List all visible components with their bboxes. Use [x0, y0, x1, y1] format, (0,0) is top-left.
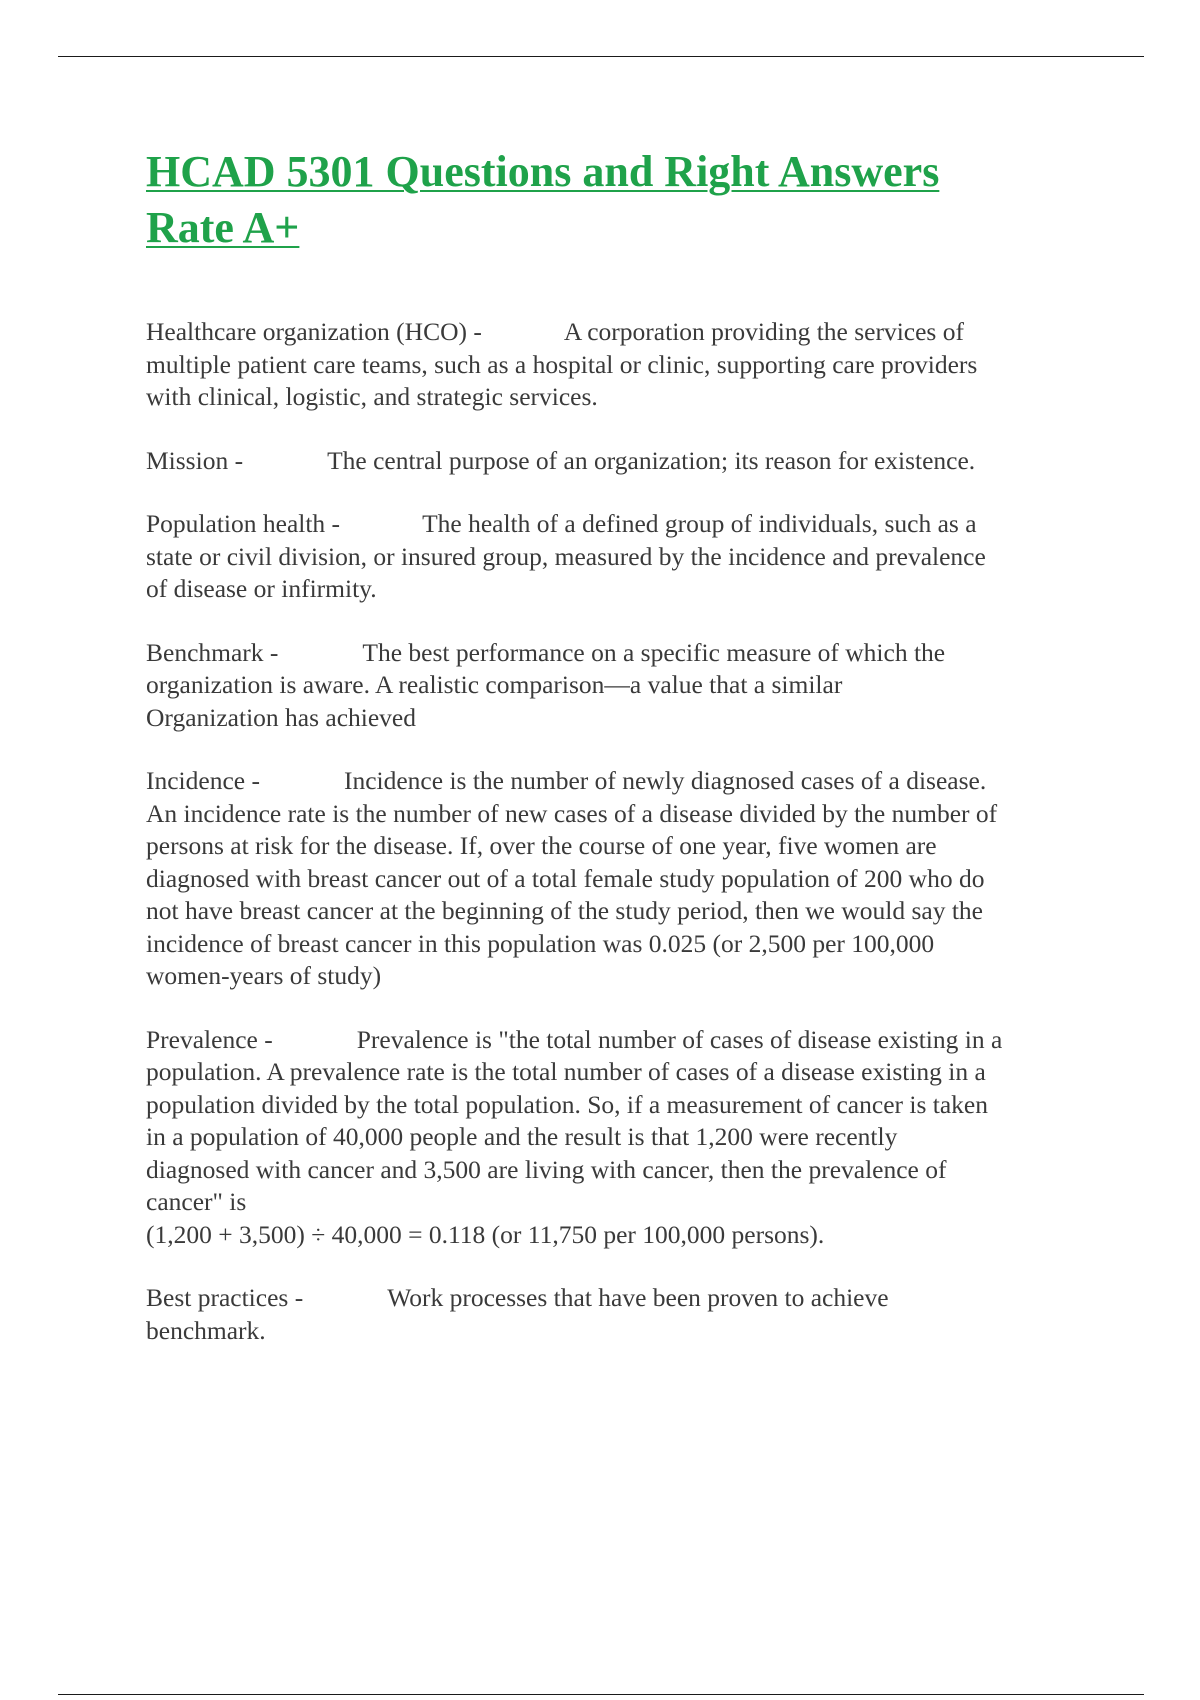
- entry-definition-line: Prevalence is "the total number of cases of disease existing in a: [356, 1024, 1003, 1054]
- entry-definition-line: in a population of 40,000 people and the result is that 1,200 were recently: [146, 1122, 898, 1151]
- entry-definition-line: organization is aware. A realistic comparison—a value that a similar: [146, 670, 843, 699]
- entry-first-line: [146, 1024, 1106, 1057]
- entry-first-line: [146, 637, 1106, 670]
- entry-definition-line: cancer" is: [146, 1187, 247, 1216]
- glossary-entry-mission: [146, 445, 1106, 478]
- entry-definition-line: state or civil division, or insured group, measured by the incidence and prevalence: [146, 541, 986, 571]
- entry-definition-line: An incidence rate is the number of new cases of a disease divided by the number of: [146, 798, 998, 828]
- glossary-entry-incidence: [146, 765, 1106, 993]
- entry-definition-line: diagnosed with breast cancer out of a total female study population of 200 who do: [146, 863, 985, 893]
- entry-definition-line: not have breast cancer at the beginning of the study period, then we would say the: [146, 896, 983, 925]
- glossary-entry-prevalence: [146, 1024, 1106, 1252]
- bottom-divider: [58, 1694, 1144, 1695]
- entry-first-line: [146, 765, 1106, 798]
- entry-definition-line: Work processes that have been proven to achieve: [387, 1283, 889, 1312]
- title-line-2[interactable]: Rate A+: [146, 203, 300, 252]
- entry-definition-line: A corporation providing the services of: [563, 317, 964, 346]
- entry-term: Prevalence -: [146, 1024, 273, 1054]
- entry-first-line: [146, 445, 1106, 478]
- entry-definition-line: Organization has achieved: [146, 702, 417, 732]
- glossary-entry-population-health: [146, 508, 1106, 606]
- entry-term: Healthcare organization (HCO) -: [146, 317, 482, 346]
- document-title[interactable]: [146, 144, 1106, 256]
- entry-first-line: [146, 508, 1106, 541]
- entry-definition-line: persons at risk for the disease. If, over the course of one year, five women are: [146, 831, 937, 860]
- glossary-entry-best-practices: [146, 1282, 1106, 1347]
- entry-term: Benchmark -: [146, 637, 279, 667]
- entry-definition-line: diagnosed with cancer and 3,500 are living with cancer, then the prevalence of: [146, 1154, 947, 1184]
- entry-definition-line: population divided by the total population. So, if a measurement of cancer is taken: [146, 1089, 988, 1119]
- entry-definition-line: population. A prevalence rate is the total number of cases of a disease existing in a: [146, 1057, 986, 1086]
- entry-definition-line: with clinical, logistic, and strategic services.: [146, 382, 598, 411]
- entry-definition-line: of disease or infirmity.: [146, 574, 377, 603]
- entry-definition-line: women-years of study): [146, 961, 382, 990]
- glossary-entry-benchmark: [146, 637, 1106, 735]
- top-divider: [58, 56, 1144, 57]
- entry-definition-line: The health of a defined group of individuals, such as a: [422, 509, 977, 538]
- entry-definition-line: The best performance on a specific measure of which the: [362, 637, 946, 667]
- entry-term: Incidence -: [146, 766, 260, 795]
- entry-term: Population health -: [146, 509, 341, 538]
- entry-definition-line: incidence of breast cancer in this population was 0.025 (or 2,500 per 100,000: [146, 928, 935, 958]
- entry-definition-line: benchmark.: [146, 1315, 266, 1345]
- entry-first-line: [146, 316, 1106, 349]
- entry-formula-line: (1,200 + 3,500) ÷ 40,000 = 0.118 (or 11,750 per 100,000 persons).: [146, 1219, 825, 1249]
- title-line-1[interactable]: HCAD 5301 Questions and Right Answers: [146, 147, 940, 196]
- entry-definition-line: multiple patient care teams, such as a hospital or clinic, supporting care providers: [146, 349, 978, 379]
- entry-definition-line: Incidence is the number of newly diagnosed cases of a disease.: [343, 766, 987, 795]
- entry-term: Mission -: [146, 445, 244, 475]
- entry-first-line: [146, 1282, 1106, 1315]
- entry-definition-line: The central purpose of an organization; its reason for existence.: [327, 445, 976, 475]
- entry-term: Best practices -: [146, 1283, 304, 1312]
- glossary-entry-hco: [146, 316, 1106, 414]
- document-body: [146, 144, 1106, 1378]
